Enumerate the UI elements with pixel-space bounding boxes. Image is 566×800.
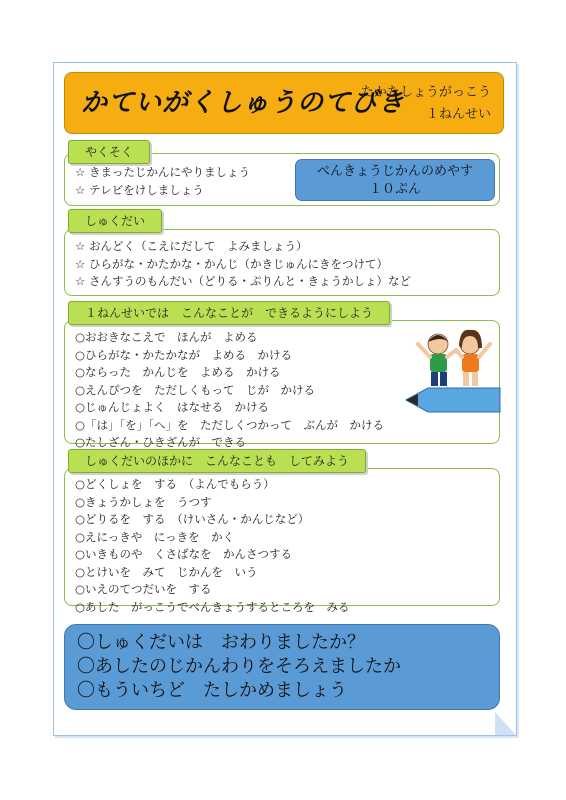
list-item: ○じゅんじょよく はなせる かける — [75, 400, 270, 414]
page-title: かていがくしゅうのてびき — [81, 88, 406, 118]
study-time-label: べんきょうじかんのめやす — [316, 164, 473, 179]
children-on-pencil-illustration — [402, 322, 502, 420]
study-time-box — [295, 159, 495, 201]
list-item: ○「は」「を」「へ」を ただしくつかって ぶんが かける — [75, 417, 385, 432]
study-time-value: １０ぷん — [368, 182, 421, 197]
school-info — [361, 82, 491, 126]
list-item: ☆ ひらがな・かたかな・かんじ（かきじゅんにきをつけて） — [75, 256, 388, 271]
list-item: ○ならった かんじを よめる かける — [75, 365, 281, 379]
checklist-item: 〇もういちど たしかめましょう — [77, 680, 347, 701]
list-item: ☆ きまったじかんにやりましょう — [75, 165, 250, 179]
list-item: ○きょうかしょを うつす — [75, 494, 212, 509]
homework-section — [64, 229, 500, 296]
checklist-item: 〇あしたのじかんわりをそろえましたか — [77, 656, 401, 677]
checklist-item: 〇しゅくだいは おわりましたか？ — [77, 632, 365, 653]
list-item: ☆ おんどく（こえにだして よみましょう） — [75, 239, 308, 253]
list-item: ○おおきなこえで ほんが よめる — [75, 330, 258, 344]
list-item: ☆ テレビをけしましょう — [75, 182, 204, 197]
title-banner — [64, 72, 504, 134]
list-item: ○とけいを みて じかんを いう — [75, 564, 258, 579]
homework-tag: しゅくだい — [68, 209, 162, 233]
grade-label: １ねんせい — [425, 107, 491, 122]
extra-tag: しゅくだいのほかに こんなことも してみよう — [68, 449, 366, 473]
promise-tag: やくそく — [68, 140, 150, 164]
homework-list — [75, 238, 411, 291]
folded-corner — [495, 712, 516, 735]
extra-list — [75, 476, 350, 616]
list-item: ○えにっきや にっきを かく — [75, 529, 235, 544]
goals-tag: １ねんせいでは こんなことが できるようにしよう — [68, 301, 390, 325]
checklist — [77, 631, 401, 703]
list-item: ☆ さんすうのもんだい（どりる・ぷりんと・きょうかしょ）など — [75, 274, 411, 288]
promise-list — [75, 164, 250, 199]
goals-list — [75, 329, 384, 452]
list-item: ○いえのてつだいを する — [75, 582, 212, 596]
school-name: たかたしょうがっこう — [360, 85, 491, 100]
list-item: ○あした がっこうでべんきょうするところを みる — [75, 599, 350, 614]
list-item: ○いきものや くさばなを かんさつする — [75, 547, 293, 561]
list-item: ○どりるを する （けいさん・かんじなど） — [75, 512, 310, 526]
extra-section — [64, 468, 500, 614]
list-item: ○たしざん・ひきざんが できる — [75, 435, 247, 449]
list-item: ○ひらがな・かたかなが よめる かける — [75, 347, 293, 362]
checklist-box — [64, 624, 500, 710]
list-item: ○どくしょを する （よんでもらう） — [75, 477, 275, 491]
list-item: ○えんぴつを ただしくもって じが かける — [75, 382, 316, 397]
